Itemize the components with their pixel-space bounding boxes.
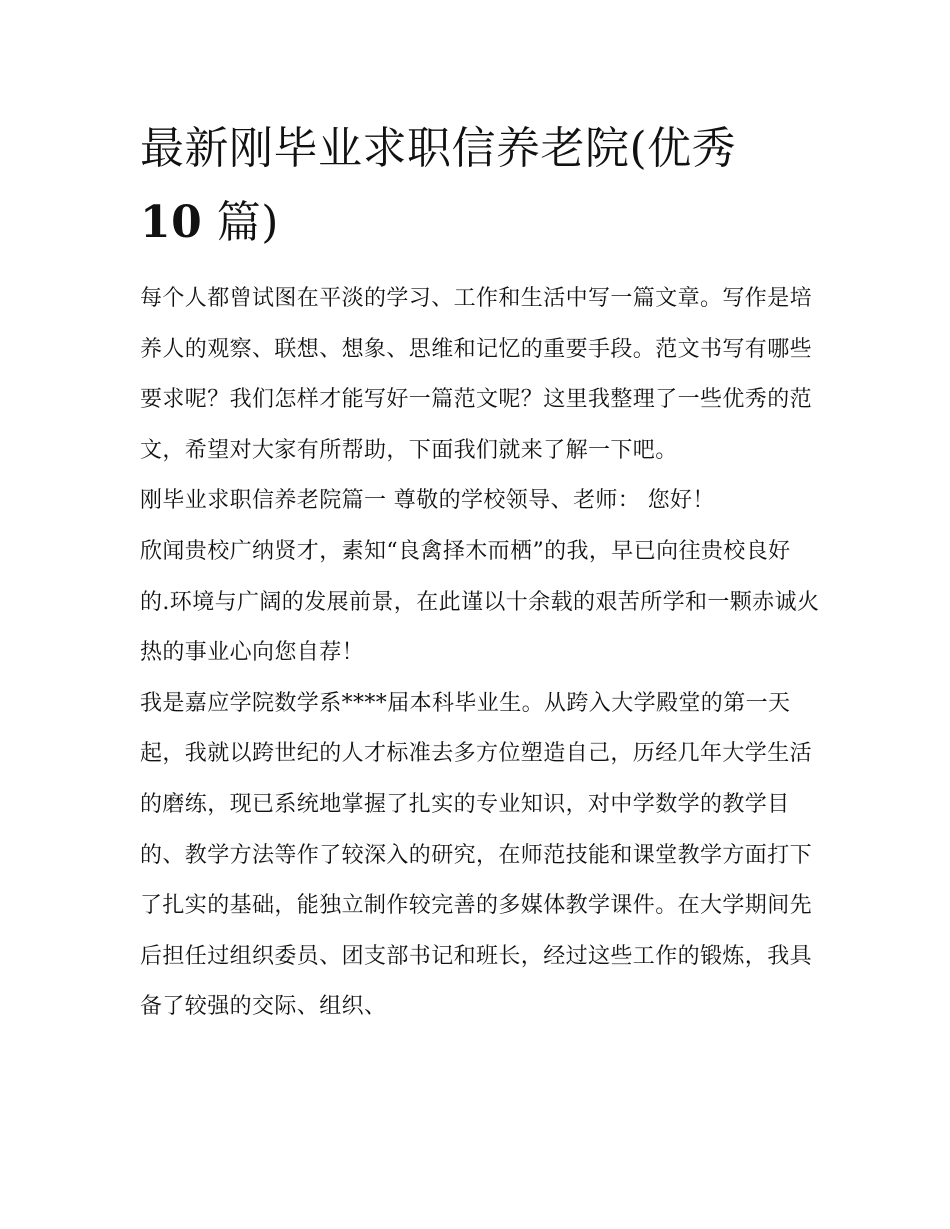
letter-paragraph: 欣闻贵校广纳贤才，素知“良禽择木而栖”的我，早已向往贵校良好的.环境与广阔的发展前景，在此谨以十余载的艰苦所学和一颗赤诚火热的事业心向您自荐！ <box>140 538 820 666</box>
document-title <box>140 112 820 260</box>
document-body <box>140 112 820 1033</box>
letter-heading-paragraph: 刚毕业求职信养老院篇一 尊敬的学校领导、老师： 您好！ <box>140 488 715 514</box>
title-line-1: 最新刚毕业求职信养老院(优秀 <box>140 123 737 174</box>
letter-paragraph: 我是嘉应学院数学系****届本科毕业生。从跨入大学殿堂的第一天起，我就以跨世纪的人才标准去多方位塑造自己，历经几年大学生活的磨练，现已系统地掌握了扎实的专业知识，对中学数学的教学目的、教学方法等作了较深入的研究，在师范技能和课堂教学方面打下了扎实的基础，能独立制作较完善的多媒体教学课件。在大学期间先后担任过组织委员、团支部书记和班长，经过这些工作的锻炼，我具备了较强的交际、组织、 <box>140 690 813 1020</box>
intro-paragraph: 每个人都曾试图在平淡的学习、工作和生活中写一篇文章。写作是培养人的观察、联想、想象、思维和记忆的重要手段。范文书写有哪些要求呢？我们怎样才能写好一篇范文呢？这里我整理了一些优秀的范文，希望对大家有所帮助，下面我们就来了解一下吧。 <box>140 286 813 463</box>
title-line-2: 篇) <box>202 197 279 248</box>
title-number: 10 <box>140 197 203 248</box>
